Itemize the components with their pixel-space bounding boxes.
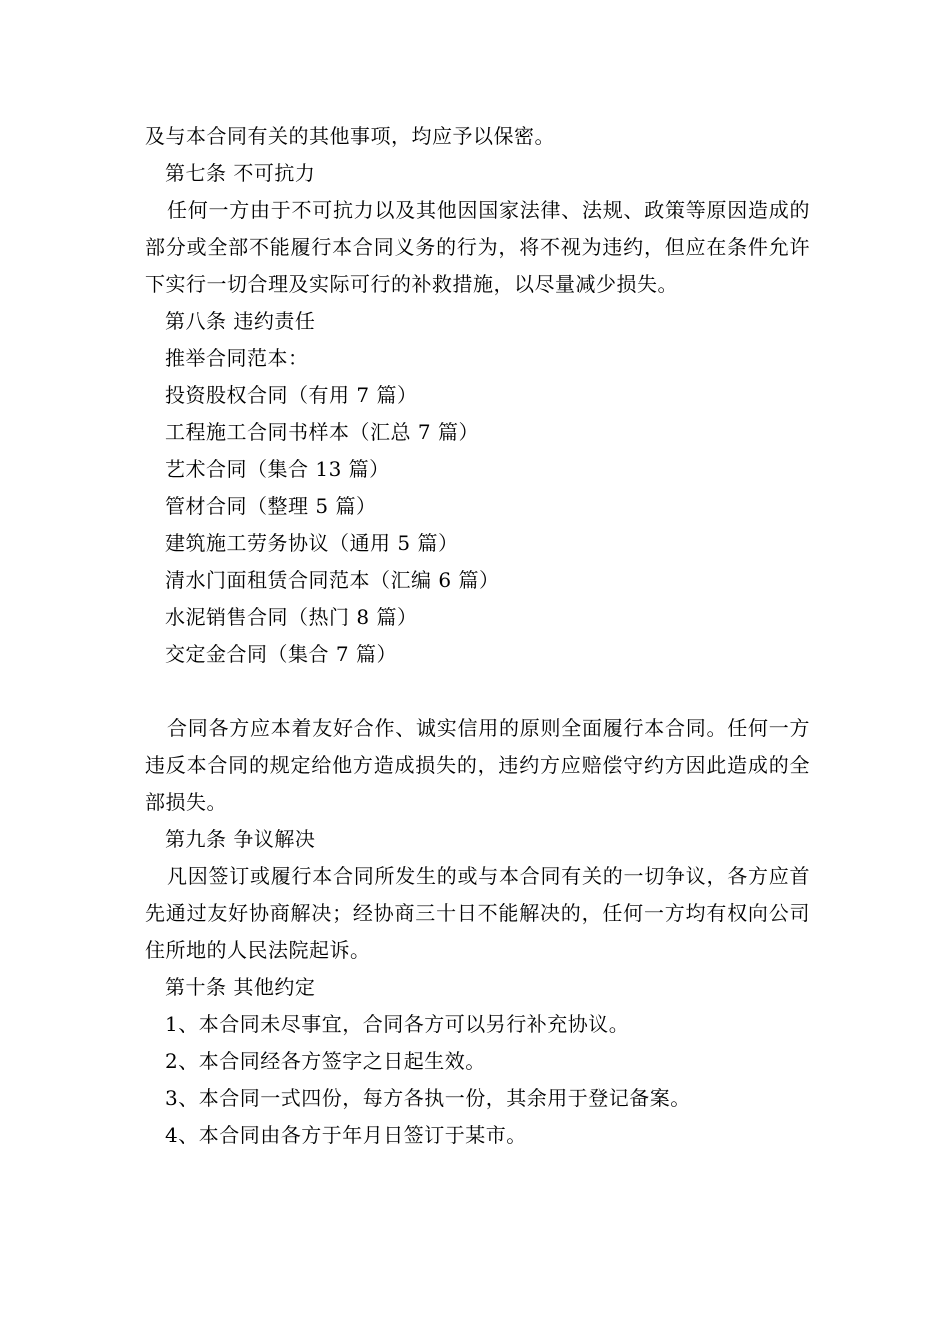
recommendation-item: 工程施工合同书样本（汇总 7 篇） bbox=[165, 420, 479, 444]
clause-item: 1、本合同未尽事宜，合同各方可以另行补充协议。 bbox=[165, 1012, 630, 1036]
article8-title: 第八条 违约责任 bbox=[165, 309, 316, 333]
article9-title: 第九条 争议解决 bbox=[165, 827, 316, 851]
recommendation-item: 艺术合同（集合 13 篇） bbox=[165, 457, 390, 481]
recommendation-item: 清水门面租赁合同范本（汇编 6 篇） bbox=[165, 568, 500, 592]
recommendation-item: 投资股权合同（有用 7 篇） bbox=[165, 383, 418, 407]
opening-line: 及与本合同有关的其他事项，均应予以保密。 bbox=[145, 124, 555, 148]
article7-title: 第七条 不可抗力 bbox=[165, 161, 316, 185]
recommend-heading: 推举合同范本： bbox=[165, 346, 309, 370]
article10-title: 第十条 其他约定 bbox=[165, 975, 316, 999]
recommendation-item: 交定金合同（集合 7 篇） bbox=[165, 642, 397, 666]
recommendation-item: 建筑施工劳务协议（通用 5 篇） bbox=[165, 531, 459, 555]
recommendation-list bbox=[145, 377, 810, 673]
recommendation-item: 水泥销售合同（热门 8 篇） bbox=[165, 605, 418, 629]
article8-body: 合同各方应本着友好合作、诚实信用的原则全面履行本合同。任何一方违反本合同的规定给他方造成损失的，违约方应赔偿守约方因此造成的全部损失。 bbox=[145, 716, 810, 814]
clause-item: 3、本合同一式四份，每方各执一份，其余用于登记备案。 bbox=[165, 1086, 691, 1110]
clause-item: 4、本合同由各方于年月日签订于某市。 bbox=[165, 1123, 527, 1147]
article7-body: 任何一方由于不可抗力以及其他因国家法律、法规、政策等原因造成的部分或全部不能履行本合同义务的行为，将不视为违约，但应在条件允许下实行一切合理及实际可行的补救措施，以尽量减少损失。 bbox=[145, 198, 810, 296]
blank-line bbox=[145, 673, 810, 710]
article9-body: 凡因签订或履行本合同所发生的或与本合同有关的一切争议，各方应首先通过友好协商解决；经协商三十日不能解决的，任何一方均有权向公司住所地的人民法院起诉。 bbox=[145, 864, 810, 962]
article10-items bbox=[145, 1006, 810, 1154]
document-body bbox=[145, 118, 810, 1154]
clause-item: 2、本合同经各方签字之日起生效。 bbox=[165, 1049, 486, 1073]
recommendation-item: 管材合同（整理 5 篇） bbox=[165, 494, 377, 518]
